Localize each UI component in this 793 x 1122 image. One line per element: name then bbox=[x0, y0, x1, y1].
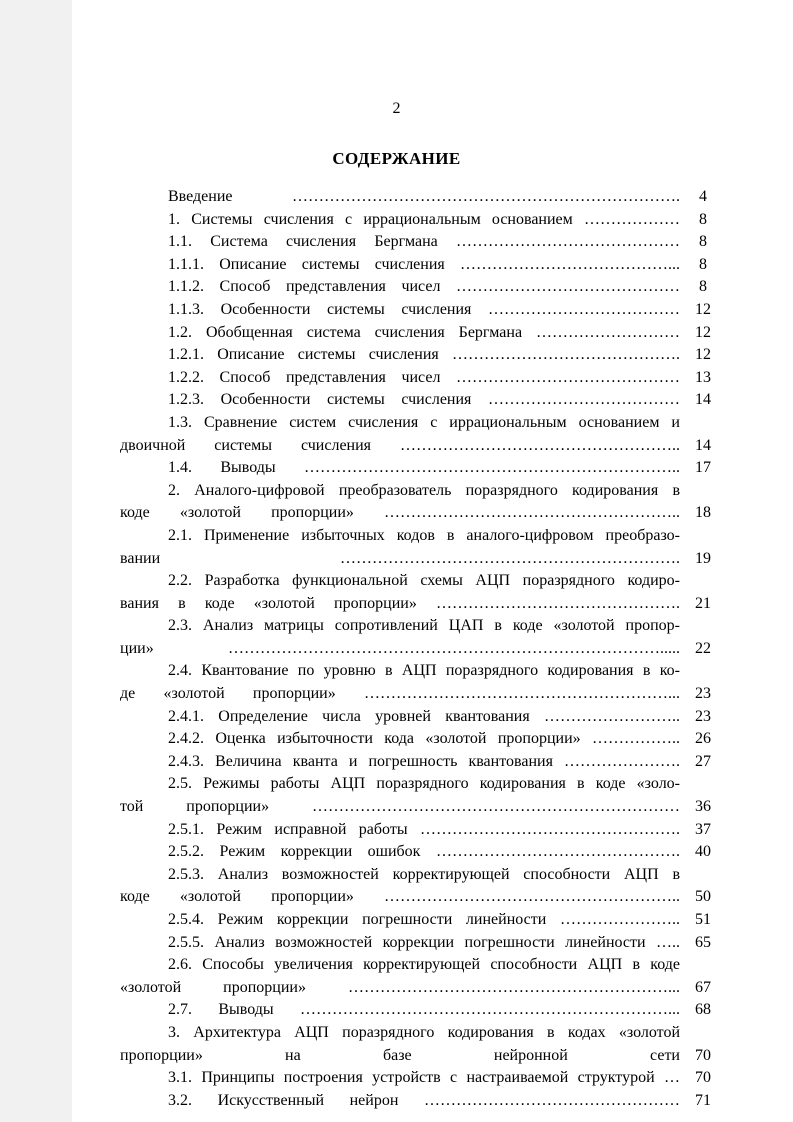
toc-entry bbox=[120, 1090, 720, 1113]
toc-entry-title: 2.4.1. Определение числа уровней квантования …………………….. bbox=[168, 707, 680, 725]
toc-entry bbox=[120, 1067, 720, 1090]
toc-entry bbox=[120, 751, 720, 774]
toc-entry bbox=[120, 322, 720, 345]
toc-entry-title: 2.1. Применение избыточных кодов в аналого-цифровом преобразо- bbox=[168, 526, 680, 544]
toc-entry-title: 3. Архитектура АЦП поразрядного кодирования в кодах «золотой bbox=[168, 1023, 680, 1041]
toc-entry bbox=[120, 231, 720, 254]
toc-entry bbox=[120, 864, 720, 909]
toc-entry-title: 3.1. Принципы построения устройств с настраиваемой структурой … bbox=[168, 1069, 680, 1087]
toc-entry-title: 1.1. Система счисления Бергмана …………………………………… bbox=[168, 233, 680, 251]
toc-entry-page-number: 26 bbox=[695, 730, 711, 748]
toc-entry-title: 2.5.4. Режим коррекции погрешности линейности ………………….. bbox=[168, 911, 680, 928]
toc-entry bbox=[120, 412, 720, 457]
toc-entry bbox=[120, 819, 720, 842]
toc-entry bbox=[120, 367, 720, 390]
toc-entry-title-continued: де «золотой пропорции» …………………………………………………... bbox=[120, 685, 680, 703]
toc-entry bbox=[120, 480, 720, 525]
toc-entry-title: 1.4. Выводы …………………………………………………………….. bbox=[168, 459, 680, 477]
toc-entry-title: 2.4.3. Величина кванта и погрешность квантования …………………. bbox=[168, 752, 680, 770]
toc-entry-page-number: 8 bbox=[699, 278, 707, 296]
toc-entry bbox=[120, 954, 720, 999]
toc-entry-page-number: 14 bbox=[695, 391, 711, 409]
toc-entry-page-number: 68 bbox=[695, 1001, 711, 1019]
toc-entry-page-number: 71 bbox=[695, 1091, 711, 1109]
toc-entry bbox=[120, 615, 720, 660]
toc-entry bbox=[120, 209, 720, 232]
toc-entry-page-number: 14 bbox=[695, 436, 711, 454]
toc-entry bbox=[120, 999, 720, 1022]
toc-entry-page-number: 70 bbox=[695, 1069, 711, 1087]
table-of-contents bbox=[120, 186, 720, 1112]
toc-entry-title: 2.4.2. Оценка избыточности кода «золотой пропорции» …………….. bbox=[168, 730, 680, 748]
toc-entry-title: 1.1.1. Описание системы счисления …………………………………... bbox=[168, 255, 680, 273]
toc-entry-title: Введение ………………………………………………………………. bbox=[168, 188, 680, 205]
toc-entry bbox=[120, 276, 720, 299]
toc-entry-page-number: 22 bbox=[695, 639, 711, 657]
toc-entry-title-continued: «золотой пропорции» ……………………………………………………... bbox=[120, 978, 680, 996]
toc-entry-page-number: 12 bbox=[695, 300, 711, 318]
toc-entry-title-continued: коде «золотой пропорции» ……………………………………………….. bbox=[120, 888, 680, 906]
toc-entry-page-number: 70 bbox=[695, 1046, 711, 1064]
toc-entry bbox=[120, 254, 720, 277]
toc-entry-title-continued: той пропорции» …………………………………………………………… bbox=[120, 798, 680, 816]
toc-entry-page-number: 19 bbox=[695, 549, 711, 567]
toc-entry-title: 1.2. Обобщенная система счисления Бергмана ……………………… bbox=[168, 323, 680, 341]
toc-entry-page-number: 27 bbox=[695, 752, 711, 770]
toc-entry-page-number: 17 bbox=[695, 459, 711, 477]
toc-entry-page-number: 4 bbox=[699, 188, 707, 205]
toc-entry-page-number: 23 bbox=[695, 707, 711, 725]
toc-entry-page-number: 12 bbox=[695, 323, 711, 341]
toc-entry-title: 1.3. Сравнение систем счисления с иррациональным основанием и bbox=[168, 413, 680, 431]
toc-entry-page-number: 21 bbox=[695, 594, 711, 612]
toc-entry bbox=[120, 299, 720, 322]
toc-entry-title-continued: двоичной системы счисления …………………………………………….. bbox=[120, 436, 680, 454]
toc-entry-page-number: 67 bbox=[695, 978, 711, 996]
toc-entry bbox=[120, 344, 720, 367]
toc-entry bbox=[120, 389, 720, 412]
toc-entry-page-number: 18 bbox=[695, 504, 711, 522]
toc-entry-page-number: 8 bbox=[699, 255, 707, 273]
toc-entry-title: 1.2.2. Способ представления чисел …………………………………… bbox=[168, 368, 680, 386]
toc-entry-page-number: 13 bbox=[695, 368, 711, 386]
toc-entry-page-number: 8 bbox=[699, 210, 707, 228]
toc-entry-title: 2.3. Анализ матрицы сопротивлений ЦАП в коде «золотой пропор- bbox=[168, 617, 680, 635]
toc-entry-title: 2.5.5. Анализ возможностей коррекции погрешности линейности ….. bbox=[168, 933, 680, 951]
toc-entry bbox=[120, 841, 720, 864]
toc-entry-title: 1.1.3. Особенности системы счисления ……………………………… bbox=[168, 300, 680, 318]
toc-entry-title: 2.5.2. Режим коррекции ошибок ………………………………………. bbox=[168, 843, 680, 861]
toc-entry-page-number: 65 bbox=[695, 933, 711, 951]
toc-entry-title: 2. Аналого-цифровой преобразователь поразрядного кодирования в bbox=[168, 481, 680, 499]
toc-entry bbox=[120, 773, 720, 818]
toc-entry bbox=[120, 728, 720, 751]
toc-entry-title-continued: ции» ………………………………………………………………………..... bbox=[120, 639, 680, 657]
toc-entry-title: 3.2. Искусственный нейрон ………………………………………… bbox=[168, 1091, 680, 1109]
toc-entry-title: 2.2. Разработка функциональной схемы АЦП поразрядного кодиро- bbox=[168, 572, 680, 590]
toc-entry-title: 2.5. Режимы работы АЦП поразрядного кодирования в коде «золо- bbox=[168, 775, 680, 793]
toc-entry-page-number: 51 bbox=[695, 911, 711, 928]
toc-entry-page-number: 40 bbox=[695, 843, 711, 861]
toc-entry bbox=[120, 525, 720, 570]
toc-entry bbox=[120, 932, 720, 955]
toc-entry-title: 2.6. Способы увеличения корректирующей способности АЦП в коде bbox=[168, 956, 680, 974]
toc-entry-page-number: 37 bbox=[695, 820, 711, 838]
toc-entry-title: 2.7. Выводы ……………………………………………………………... bbox=[168, 1001, 680, 1019]
page-number: 2 bbox=[392, 100, 401, 117]
toc-entry-page-number: 8 bbox=[699, 233, 707, 251]
toc-entry-page-number: 50 bbox=[695, 888, 711, 906]
toc-entry-title: 2.4. Квантование по уровню в АЦП поразрядного кодирования в ко- bbox=[168, 662, 680, 680]
toc-entry bbox=[120, 706, 720, 729]
toc-entry-title-continued: пропорции» на базе нейронной сети bbox=[120, 1046, 680, 1064]
toc-entry-title: 1. Системы счисления с иррациональным основанием ……………… bbox=[168, 210, 680, 228]
toc-entry-title: 2.5.3. Анализ возможностей корректирующей способности АЦП в bbox=[168, 865, 680, 883]
toc-entry-page-number: 12 bbox=[695, 346, 711, 364]
toc-entry-page-number: 36 bbox=[695, 798, 711, 816]
toc-entry bbox=[120, 1022, 720, 1067]
toc-entry-page-number: 23 bbox=[695, 685, 711, 703]
toc-entry-title: 1.2.1. Описание системы счисления ……………………………………. bbox=[168, 346, 680, 364]
toc-entry-title-continued: коде «золотой пропорции» ……………………………………………….. bbox=[120, 504, 680, 522]
toc-entry bbox=[120, 457, 720, 480]
toc-entry bbox=[120, 186, 720, 209]
toc-entry-title: 1.1.2. Способ представления чисел …………………………………… bbox=[168, 278, 680, 296]
toc-entry bbox=[120, 909, 720, 932]
toc-heading: СОДЕРЖАНИЕ bbox=[332, 149, 461, 168]
toc-entry-title-continued: вания в коде «золотой пропорции» ………………………………………. bbox=[120, 594, 680, 612]
toc-entry bbox=[120, 660, 720, 705]
toc-entry-title: 1.2.3. Особенности системы счисления ……………………………… bbox=[168, 391, 680, 409]
toc-entry-title-continued: вании ………………………………………………………. bbox=[120, 549, 680, 567]
toc-entry bbox=[120, 570, 720, 615]
toc-entry-title: 2.5.1. Режим исправной работы …………………………………………. bbox=[168, 820, 680, 838]
